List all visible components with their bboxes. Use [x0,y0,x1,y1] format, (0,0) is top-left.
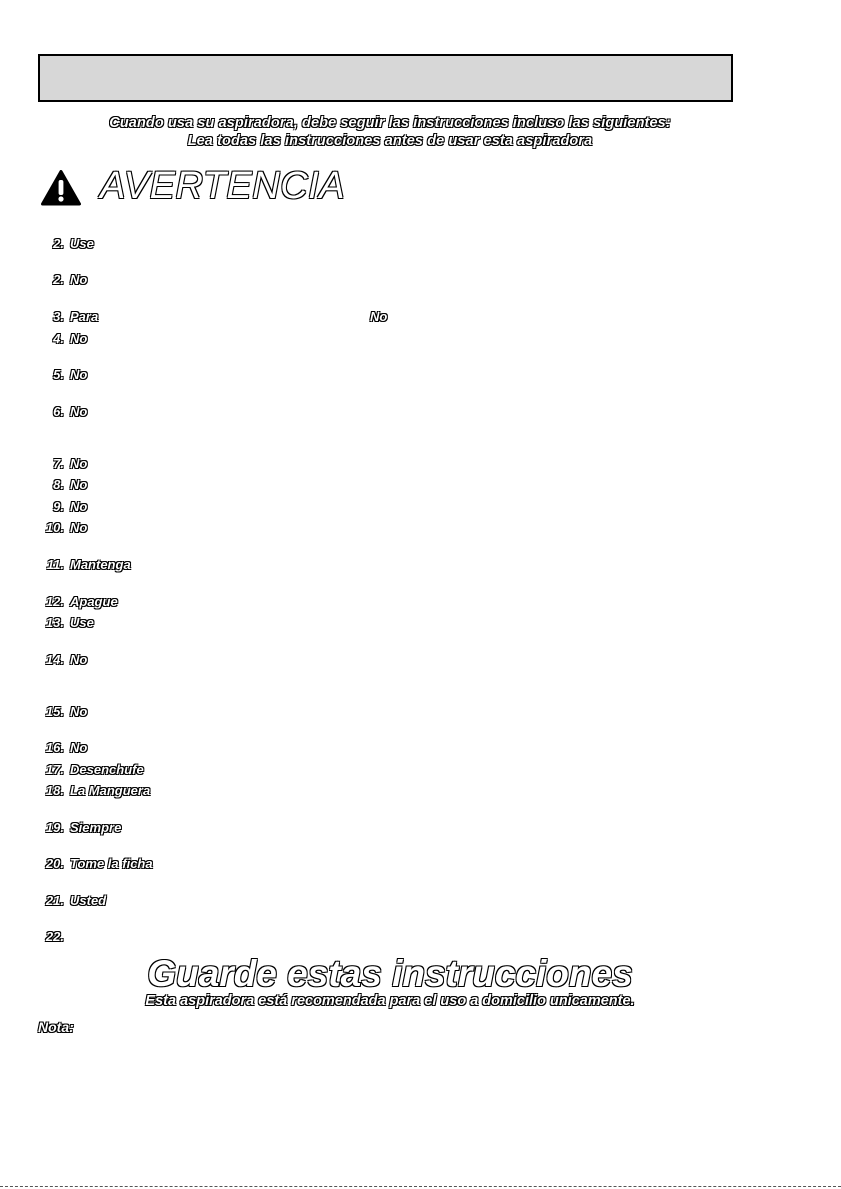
item-text: No [70,520,88,535]
list-item [45,762,144,777]
warning-triangle-icon [41,170,81,206]
item-number: 19. [45,820,64,835]
list-item [53,477,88,492]
item-text: Mantenga [70,557,131,572]
note-label: Nota: [38,1019,74,1035]
item-text: Apague [70,594,118,609]
item-text: No [70,331,88,346]
page-edge-divider [0,1186,841,1187]
list-item [53,236,94,251]
save-instructions-title: Guarde estas instrucciones [147,953,633,994]
item-text: La Manguera [70,783,151,798]
item-text: No [70,272,88,287]
list-item [53,404,88,419]
intro-line-1: Cuando usa su aspiradora, debe seguir las instrucciones incluso las siguientes: [109,115,671,131]
recommendation-text: Esta aspiradora está recomendada para el uso a domicilio unicamente. [145,993,635,1009]
item-text: Use [70,615,94,630]
item-text: No [70,477,88,492]
list-item [53,331,88,346]
item-text: Desenchufe [70,762,144,777]
item-number: 2. [53,236,64,251]
list-item [45,594,118,609]
list-item [45,615,94,630]
item-number: 7. [53,456,64,471]
item-text: Tome la ficha [70,856,153,871]
item-text: No [70,456,88,471]
item-text: No [70,740,88,755]
list-item [53,309,99,324]
item-number: 8. [53,477,64,492]
list-item [45,520,88,535]
item-text: Siempre [70,820,122,835]
list-item [53,456,88,471]
warning-title: AVERTENCIA [100,165,346,207]
item-number: 18. [45,783,64,798]
item-extra-text: No [370,309,388,324]
item-number: 21. [45,893,64,908]
item-text: Para [70,309,99,324]
title-box [38,54,733,102]
item-number: 14. [45,652,64,667]
list-item [53,272,88,287]
item-text: Usted [70,893,107,908]
item-number: 6. [53,404,64,419]
item-number: 22. [45,929,64,944]
item-number: 9. [53,499,64,514]
item-number: 12. [45,594,64,609]
list-item [45,704,88,719]
item-number: 15. [45,704,64,719]
list-item [45,856,153,871]
item-number: 10. [45,520,64,535]
list-item [45,893,107,908]
list-item [53,367,88,382]
item-number: 20. [45,856,64,871]
item-number: 13. [45,615,64,630]
list-item [46,557,131,572]
item-number: 5. [53,367,64,382]
item-text: No [70,499,88,514]
list-item [53,499,88,514]
item-text: Use [70,236,94,251]
list-item [45,783,151,798]
item-number: 3. [53,309,64,324]
list-item [45,740,88,755]
item-text: No [70,652,88,667]
item-number: 17. [45,762,64,777]
list-item [45,820,122,835]
item-number: 11. [46,557,64,572]
item-text: No [70,404,88,419]
item-number: 16. [45,740,64,755]
list-item [45,652,88,667]
intro-line-2: Lea todas las instrucciones antes de usar esta aspiradora [187,133,593,149]
item-number: 4. [53,331,64,346]
item-number: 2. [53,272,64,287]
item-text: No [70,367,88,382]
item-text: No [70,704,88,719]
